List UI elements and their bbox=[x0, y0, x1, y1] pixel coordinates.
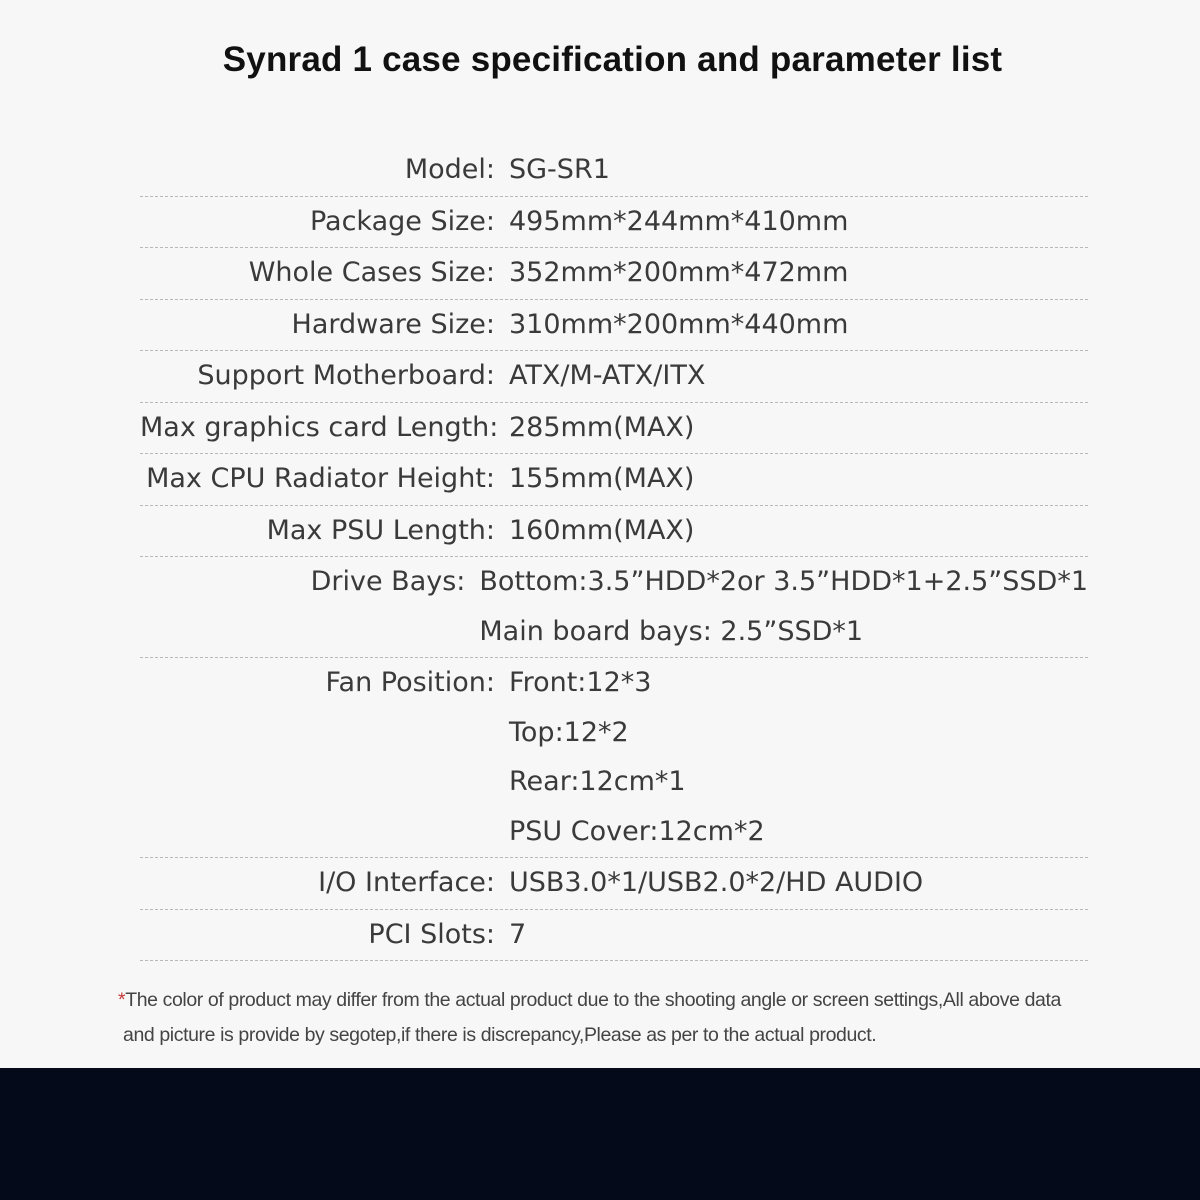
spec-row bbox=[140, 197, 1088, 249]
spec-value: Top:12*2 bbox=[509, 716, 629, 748]
spec-value: PSU Cover:12cm*2 bbox=[509, 815, 765, 847]
spec-label: Max PSU Length: bbox=[266, 514, 495, 546]
spec-value: 7 bbox=[509, 918, 527, 950]
note-line-1: The color of product may differ from the actual product due to the shooting angle or screen settings,All above data bbox=[125, 989, 1061, 1011]
spec-table bbox=[140, 145, 1088, 961]
spec-row bbox=[140, 506, 1088, 558]
spec-values bbox=[509, 910, 1088, 960]
spec-row bbox=[140, 351, 1088, 403]
spec-row bbox=[140, 145, 1088, 197]
spec-values bbox=[509, 197, 1088, 247]
spec-values bbox=[509, 351, 1088, 401]
spec-value: SG-SR1 bbox=[509, 154, 610, 185]
spec-values bbox=[479, 557, 1088, 656]
spec-row bbox=[140, 403, 1088, 455]
spec-values bbox=[509, 248, 1088, 298]
spec-row bbox=[140, 454, 1088, 506]
note-line-2: and picture is provide by segotep,if there is discrepancy,Please as per to the actual product. bbox=[123, 1024, 877, 1046]
spec-value: USB3.0*1/USB2.0*2/HD AUDIO bbox=[509, 867, 924, 898]
spec-values bbox=[509, 506, 1088, 556]
spec-values bbox=[509, 658, 1088, 856]
spec-label: Hardware Size: bbox=[291, 308, 495, 340]
spec-value: Rear:12cm*1 bbox=[509, 766, 686, 797]
spec-value: Front:12*3 bbox=[509, 667, 652, 698]
spec-label: Max graphics card Length: bbox=[140, 411, 499, 443]
spec-label: Model: bbox=[404, 154, 495, 185]
page-title: Synrad 1 case specification and parameter list bbox=[222, 40, 1003, 79]
spec-label: Drive Bays: bbox=[310, 566, 466, 597]
spec-values bbox=[509, 454, 1088, 504]
spec-value: 310mm*200mm*440mm bbox=[509, 308, 849, 340]
spec-row bbox=[140, 658, 1088, 858]
spec-label: Max CPU Radiator Height: bbox=[146, 463, 495, 494]
spec-value: Bottom:3.5”HDD*2or 3.5”HDD*1+2.5”SSD*1 bbox=[479, 566, 1088, 597]
spec-label: Support Motherboard: bbox=[197, 360, 495, 391]
spec-row bbox=[140, 248, 1088, 300]
spec-value: 160mm(MAX) bbox=[509, 514, 695, 546]
spec-label: Fan Position: bbox=[325, 667, 495, 698]
spec-values bbox=[509, 403, 1088, 453]
spec-row bbox=[140, 910, 1088, 962]
bottom-band bbox=[0, 1068, 1200, 1200]
spec-values bbox=[509, 858, 1088, 908]
spec-row bbox=[140, 557, 1088, 658]
spec-value: 352mm*200mm*472mm bbox=[509, 257, 849, 288]
spec-values bbox=[509, 300, 1088, 350]
spec-row bbox=[140, 858, 1088, 910]
disclaimer-note bbox=[118, 983, 1128, 1053]
spec-label: PCI Slots: bbox=[368, 918, 495, 950]
spec-value: 285mm(MAX) bbox=[509, 411, 695, 443]
spec-value: 495mm*244mm*410mm bbox=[509, 205, 849, 237]
spec-label: Package Size: bbox=[309, 205, 495, 237]
spec-label: Whole Cases Size: bbox=[248, 257, 495, 288]
spec-value: Main board bays: 2.5”SSD*1 bbox=[479, 615, 864, 647]
note-asterisk: * bbox=[118, 989, 126, 1011]
spec-row bbox=[140, 300, 1088, 352]
spec-label: I/O Interface: bbox=[318, 867, 495, 898]
spec-values bbox=[509, 145, 1088, 195]
spec-value: 155mm(MAX) bbox=[509, 463, 695, 494]
spec-value: ATX/M-ATX/ITX bbox=[509, 360, 706, 391]
